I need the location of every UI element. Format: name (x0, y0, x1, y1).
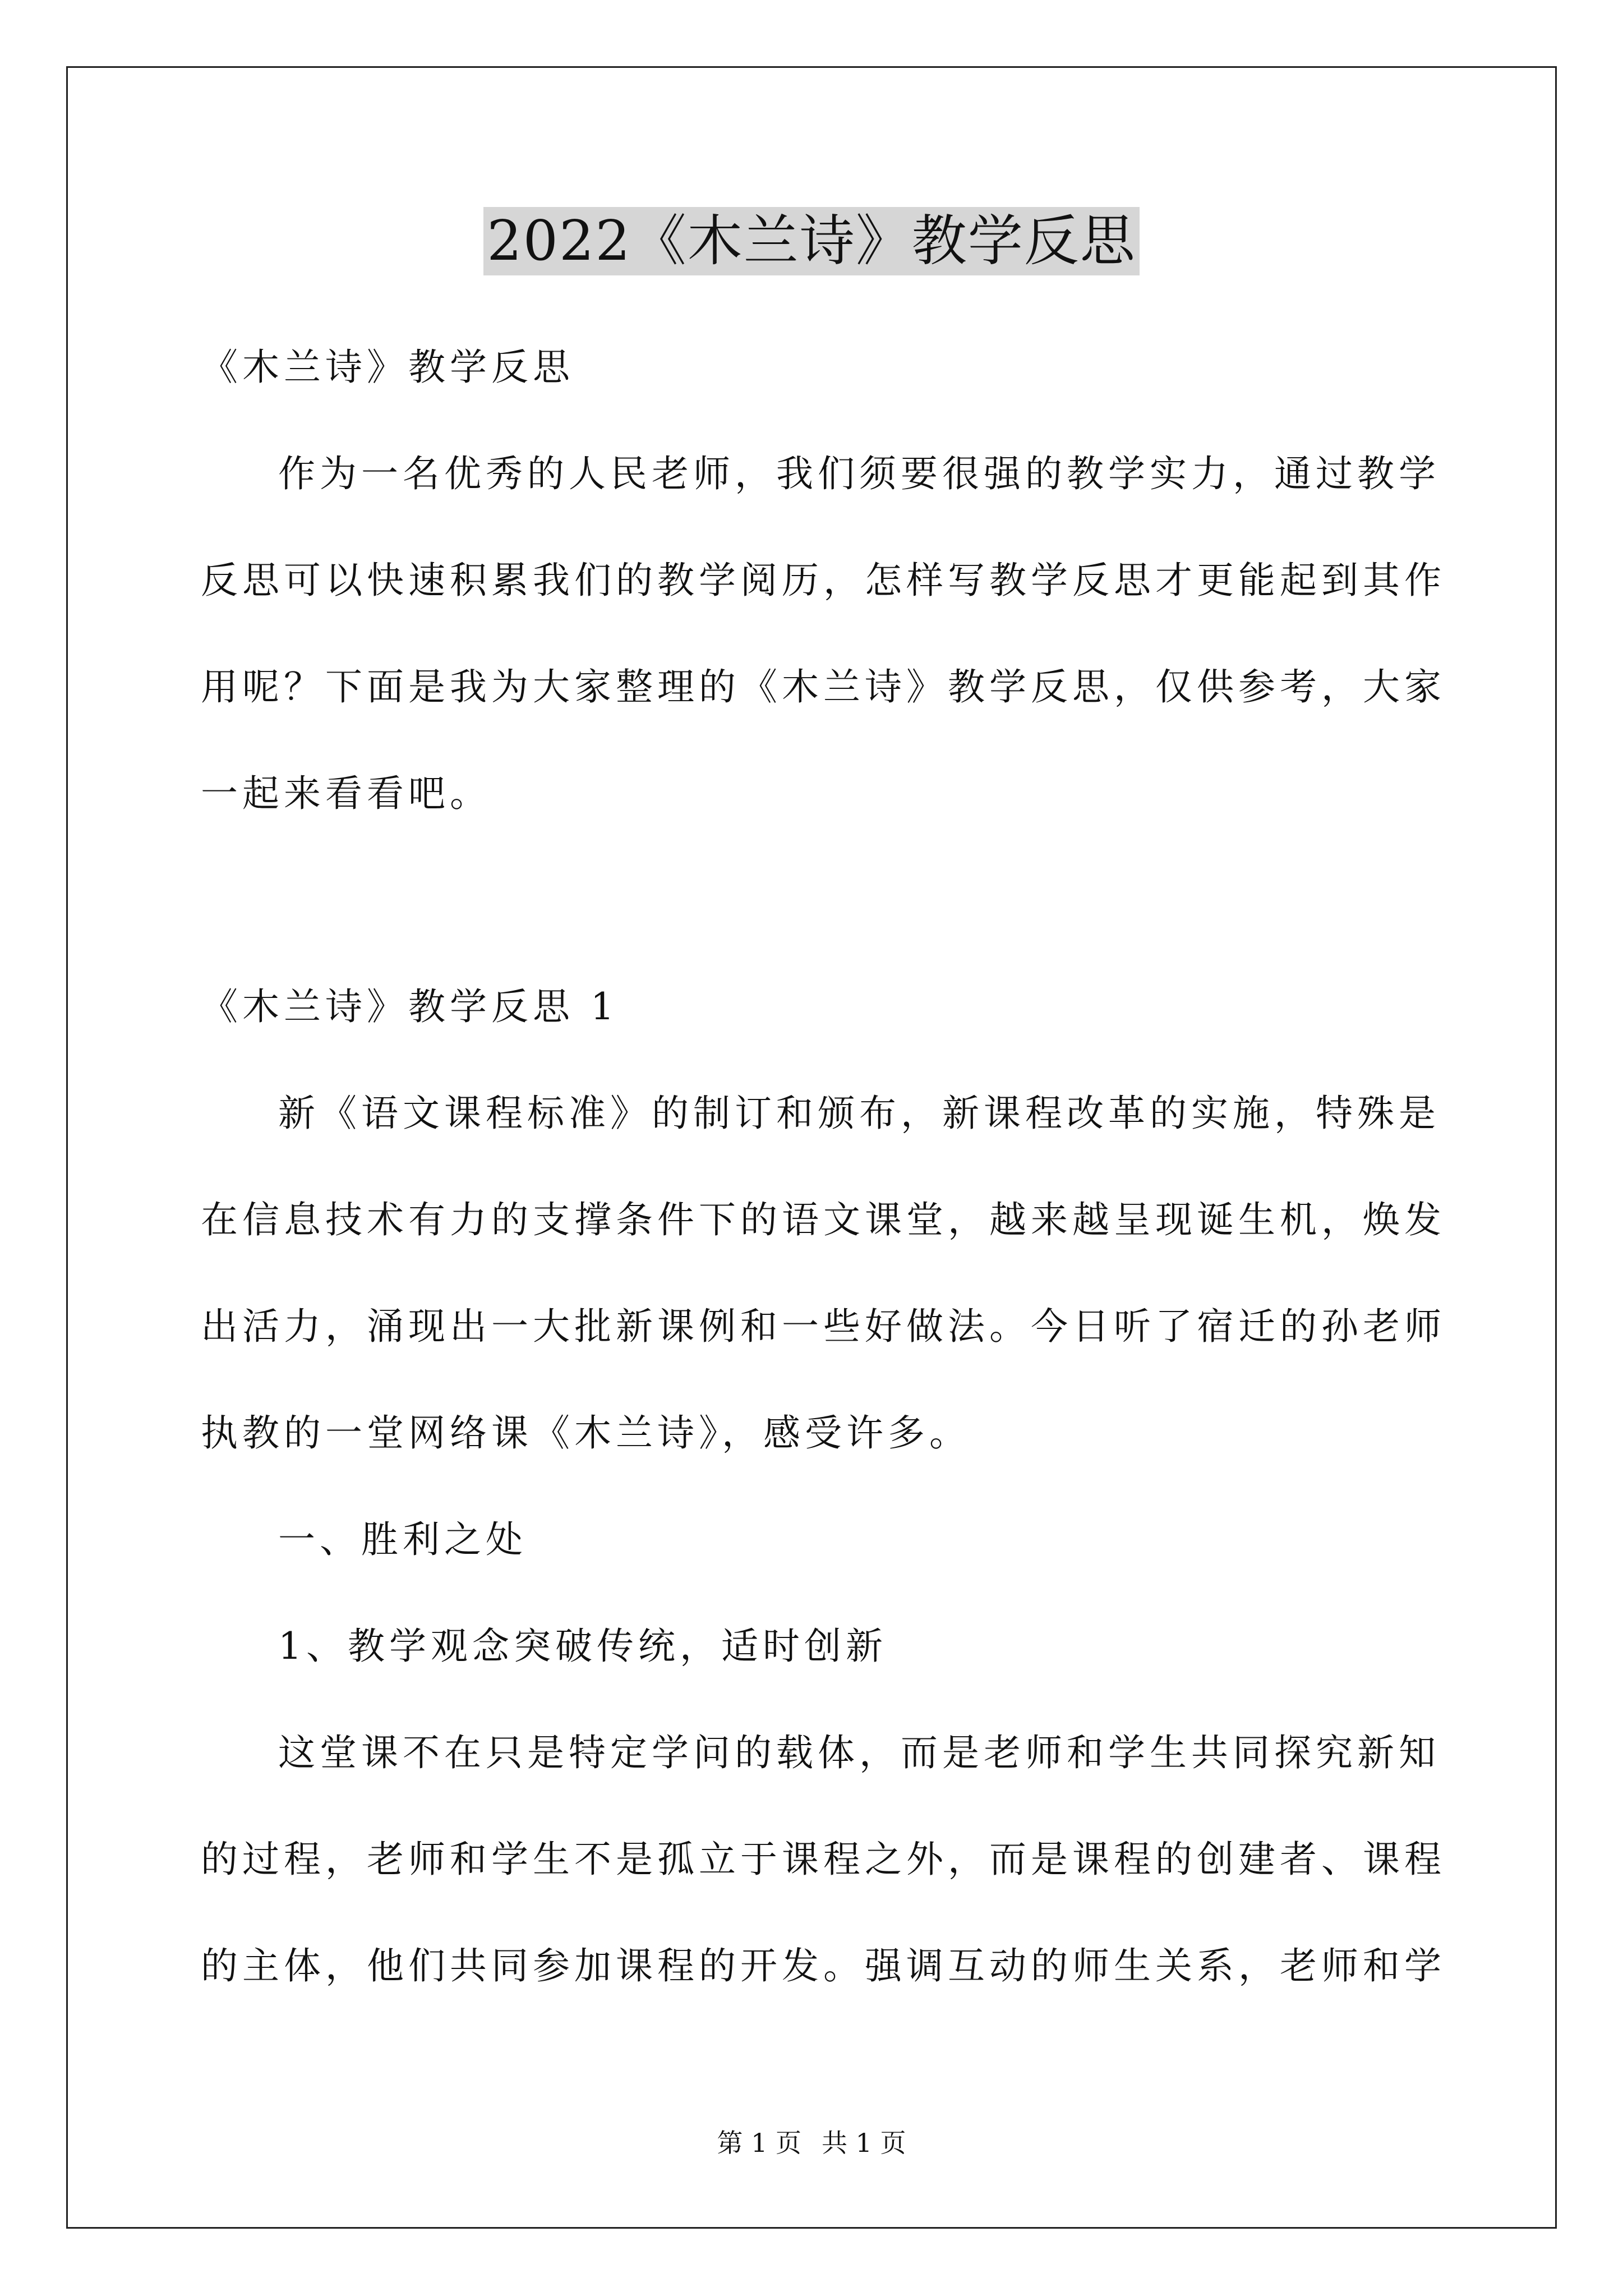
point-subheading: 1、教学观念突破传统，适时创新 (278, 1625, 887, 1668)
section-line: 在信息技术有力的支撑条件下的语文课堂，越来越呈现诞生机，焕发 (201, 1198, 1446, 1241)
section-heading: 《木兰诗》教学反思 1 (201, 985, 619, 1028)
document-title-text: 2022《木兰诗》教学反思 (483, 207, 1139, 275)
document-title (0, 202, 1623, 280)
page-footer (0, 2126, 1623, 2160)
subtitle: 《木兰诗》教学反思 (201, 346, 574, 389)
page-number: 第 1 页 (717, 2128, 801, 2158)
section-line: 新《语文课程标准》的制订和颁布，新课程改革的实施，特殊是 (278, 1092, 1440, 1135)
point-heading: 一、胜利之处 (278, 1518, 527, 1561)
intro-line: 作为一名优秀的人民老师，我们须要很强的教学实力，通过教学 (278, 452, 1440, 495)
intro-line: 一起来看看吧。 (201, 772, 491, 815)
document-body (201, 314, 1446, 2019)
section-line: 出活力，涌现出一大批新课例和一些好做法。今日听了宿迁的孙老师 (201, 1305, 1446, 1348)
intro-line: 反思可以快速积累我们的教学阅历，怎样写教学反思才更能起到其作 (201, 559, 1446, 602)
section-line: 执教的一堂网络课《木兰诗》，感受许多。 (201, 1411, 971, 1455)
body-line: 的主体，他们共同参加课程的开发。强调互动的师生关系，老师和学 (201, 1944, 1446, 1987)
body-line: 的过程，老师和学生不是孤立于课程之外，而是课程的创建者、课程 (201, 1838, 1446, 1881)
page-total: 共 1 页 (822, 2128, 906, 2158)
intro-line: 用呢？下面是我为大家整理的《木兰诗》教学反思，仅供参考，大家 (201, 665, 1446, 708)
body-line: 这堂课不在只是特定学问的载体，而是老师和学生共同探究新知 (278, 1731, 1440, 1774)
paragraph-gap (201, 847, 1435, 954)
